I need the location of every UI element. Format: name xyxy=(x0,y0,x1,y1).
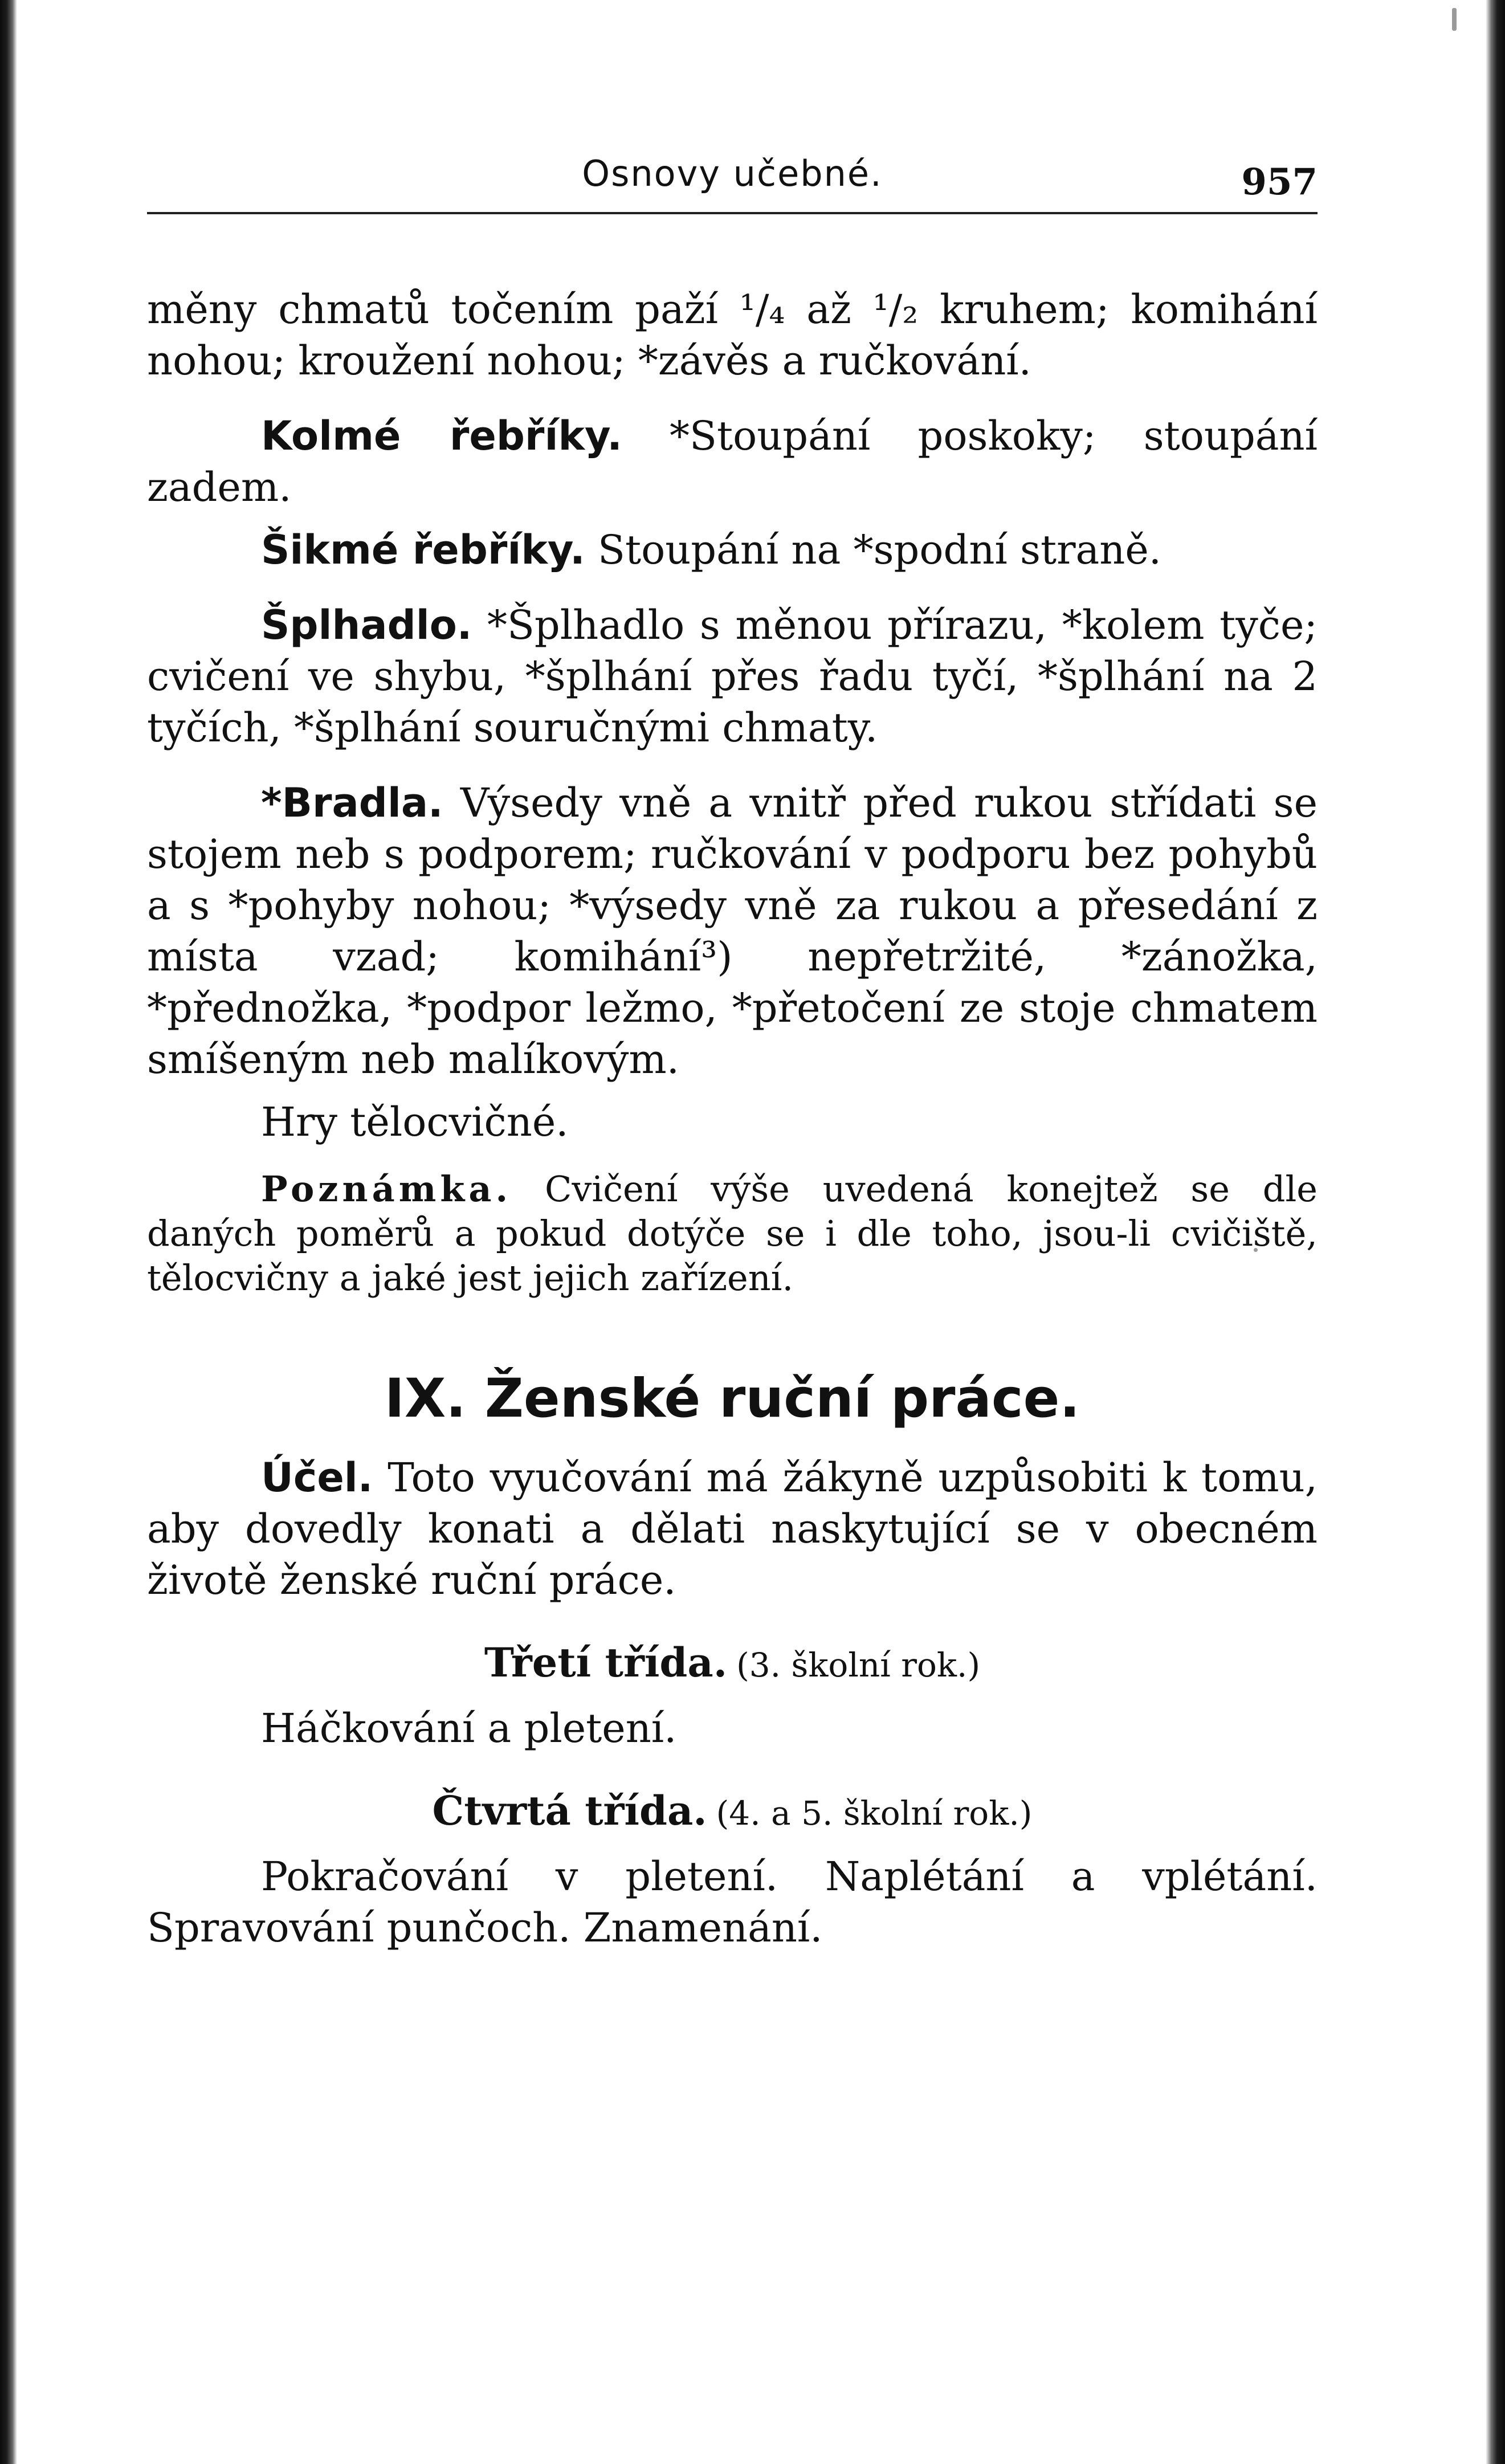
paragraph-hry: Hry tělocvičné. xyxy=(261,1099,569,1145)
running-title: Osnovy učebné. xyxy=(582,153,883,194)
section-heading: IX. Ženské ruční práce. xyxy=(384,1368,1080,1430)
fourth-class-label: Čtvrtá třída. xyxy=(432,1787,707,1834)
third-class-label: Třetí třída. xyxy=(484,1639,728,1686)
ucel-text: Toto vyučování má žákyně uzpůsobiti k tomu, aby dovedly konati a dělati naskytující se v obecném životě ženské ruční práce. xyxy=(147,1454,1318,1604)
kolme-label: Kolmé řebříky. xyxy=(261,413,622,459)
paragraph-ucel xyxy=(147,1452,1318,1606)
fourth-class-heading xyxy=(147,1785,1318,1839)
sikme-text: Stoupání na *spodní straně. xyxy=(597,527,1162,573)
ucel-label: Účel. xyxy=(261,1454,373,1501)
page-number: 957 xyxy=(1241,161,1318,203)
bradla-label: *Bradla. xyxy=(261,780,443,826)
note-label: Poznámka. xyxy=(261,1168,512,1210)
paragraph-splhadlo xyxy=(147,599,1318,753)
sikme-label: Šikmé řebříky. xyxy=(261,527,585,573)
paragraph-bradla xyxy=(147,777,1318,1085)
splhadlo-text: *Šplhadlo s měnou přírazu, *kolem tyče; cvičení ve shybu, *šplhání přes řadu tyčí, *šplhání na 2 tyčích, *šplhání souručnými chmaty. xyxy=(147,602,1318,751)
paragraph-kolme-rebriky xyxy=(147,410,1318,513)
fourth-class-school-year: (4. a 5. školní rok.) xyxy=(716,1794,1033,1833)
paragraph-third-class: Háčkování a pletení. xyxy=(261,1705,677,1752)
header-rule xyxy=(147,212,1318,214)
note-text: Cvičení výše uvedená konejtež se dle daných poměrů a pokud dotýče se i dle toho, jsou-li cvičiště, tělocvičny a jaké jest jejich zařízení. xyxy=(147,1168,1318,1299)
paragraph-kruhem: měny chmatů točením paží ¹/₄ až ¹/₂ kruhem; komihání nohou; kroužení nohou; *závěs a ručkování. xyxy=(147,286,1318,384)
paragraph-sikme-rebriky xyxy=(147,524,1318,576)
paragraph-fourth-class: Pokračování v pletení. Naplétání a vplétání. Spravování punčoch. Znamenání. xyxy=(147,1853,1318,1951)
page-body xyxy=(147,284,1318,1953)
running-header xyxy=(147,136,1318,204)
note-paragraph xyxy=(147,1167,1318,1300)
scan-right-edge xyxy=(1486,0,1505,2464)
bradla-text: Výsedy vně a vnitř před rukou střídati se stojem neb s podporem; ručkování v podporu bez pohybů a s *pohyby nohou; *výsedy vně za rukou a přesedání z místa vzad; komihání³) nepřetržité, *zánožka, *přednožka, *podpor ležmo, *přetočení ze stoje chmatem smíšeným neb malíkovým. xyxy=(147,780,1318,1083)
third-class-heading xyxy=(147,1637,1318,1691)
kolme-text: *Stoupání poskoky; stoupání zadem. xyxy=(147,413,1318,511)
scan-left-edge xyxy=(0,0,17,2464)
third-class-school-year: (3. školní rok.) xyxy=(736,1646,981,1684)
splhadlo-label: Šplhadlo. xyxy=(261,602,472,648)
book-page xyxy=(147,0,1318,2464)
scan-mark xyxy=(1452,8,1457,31)
